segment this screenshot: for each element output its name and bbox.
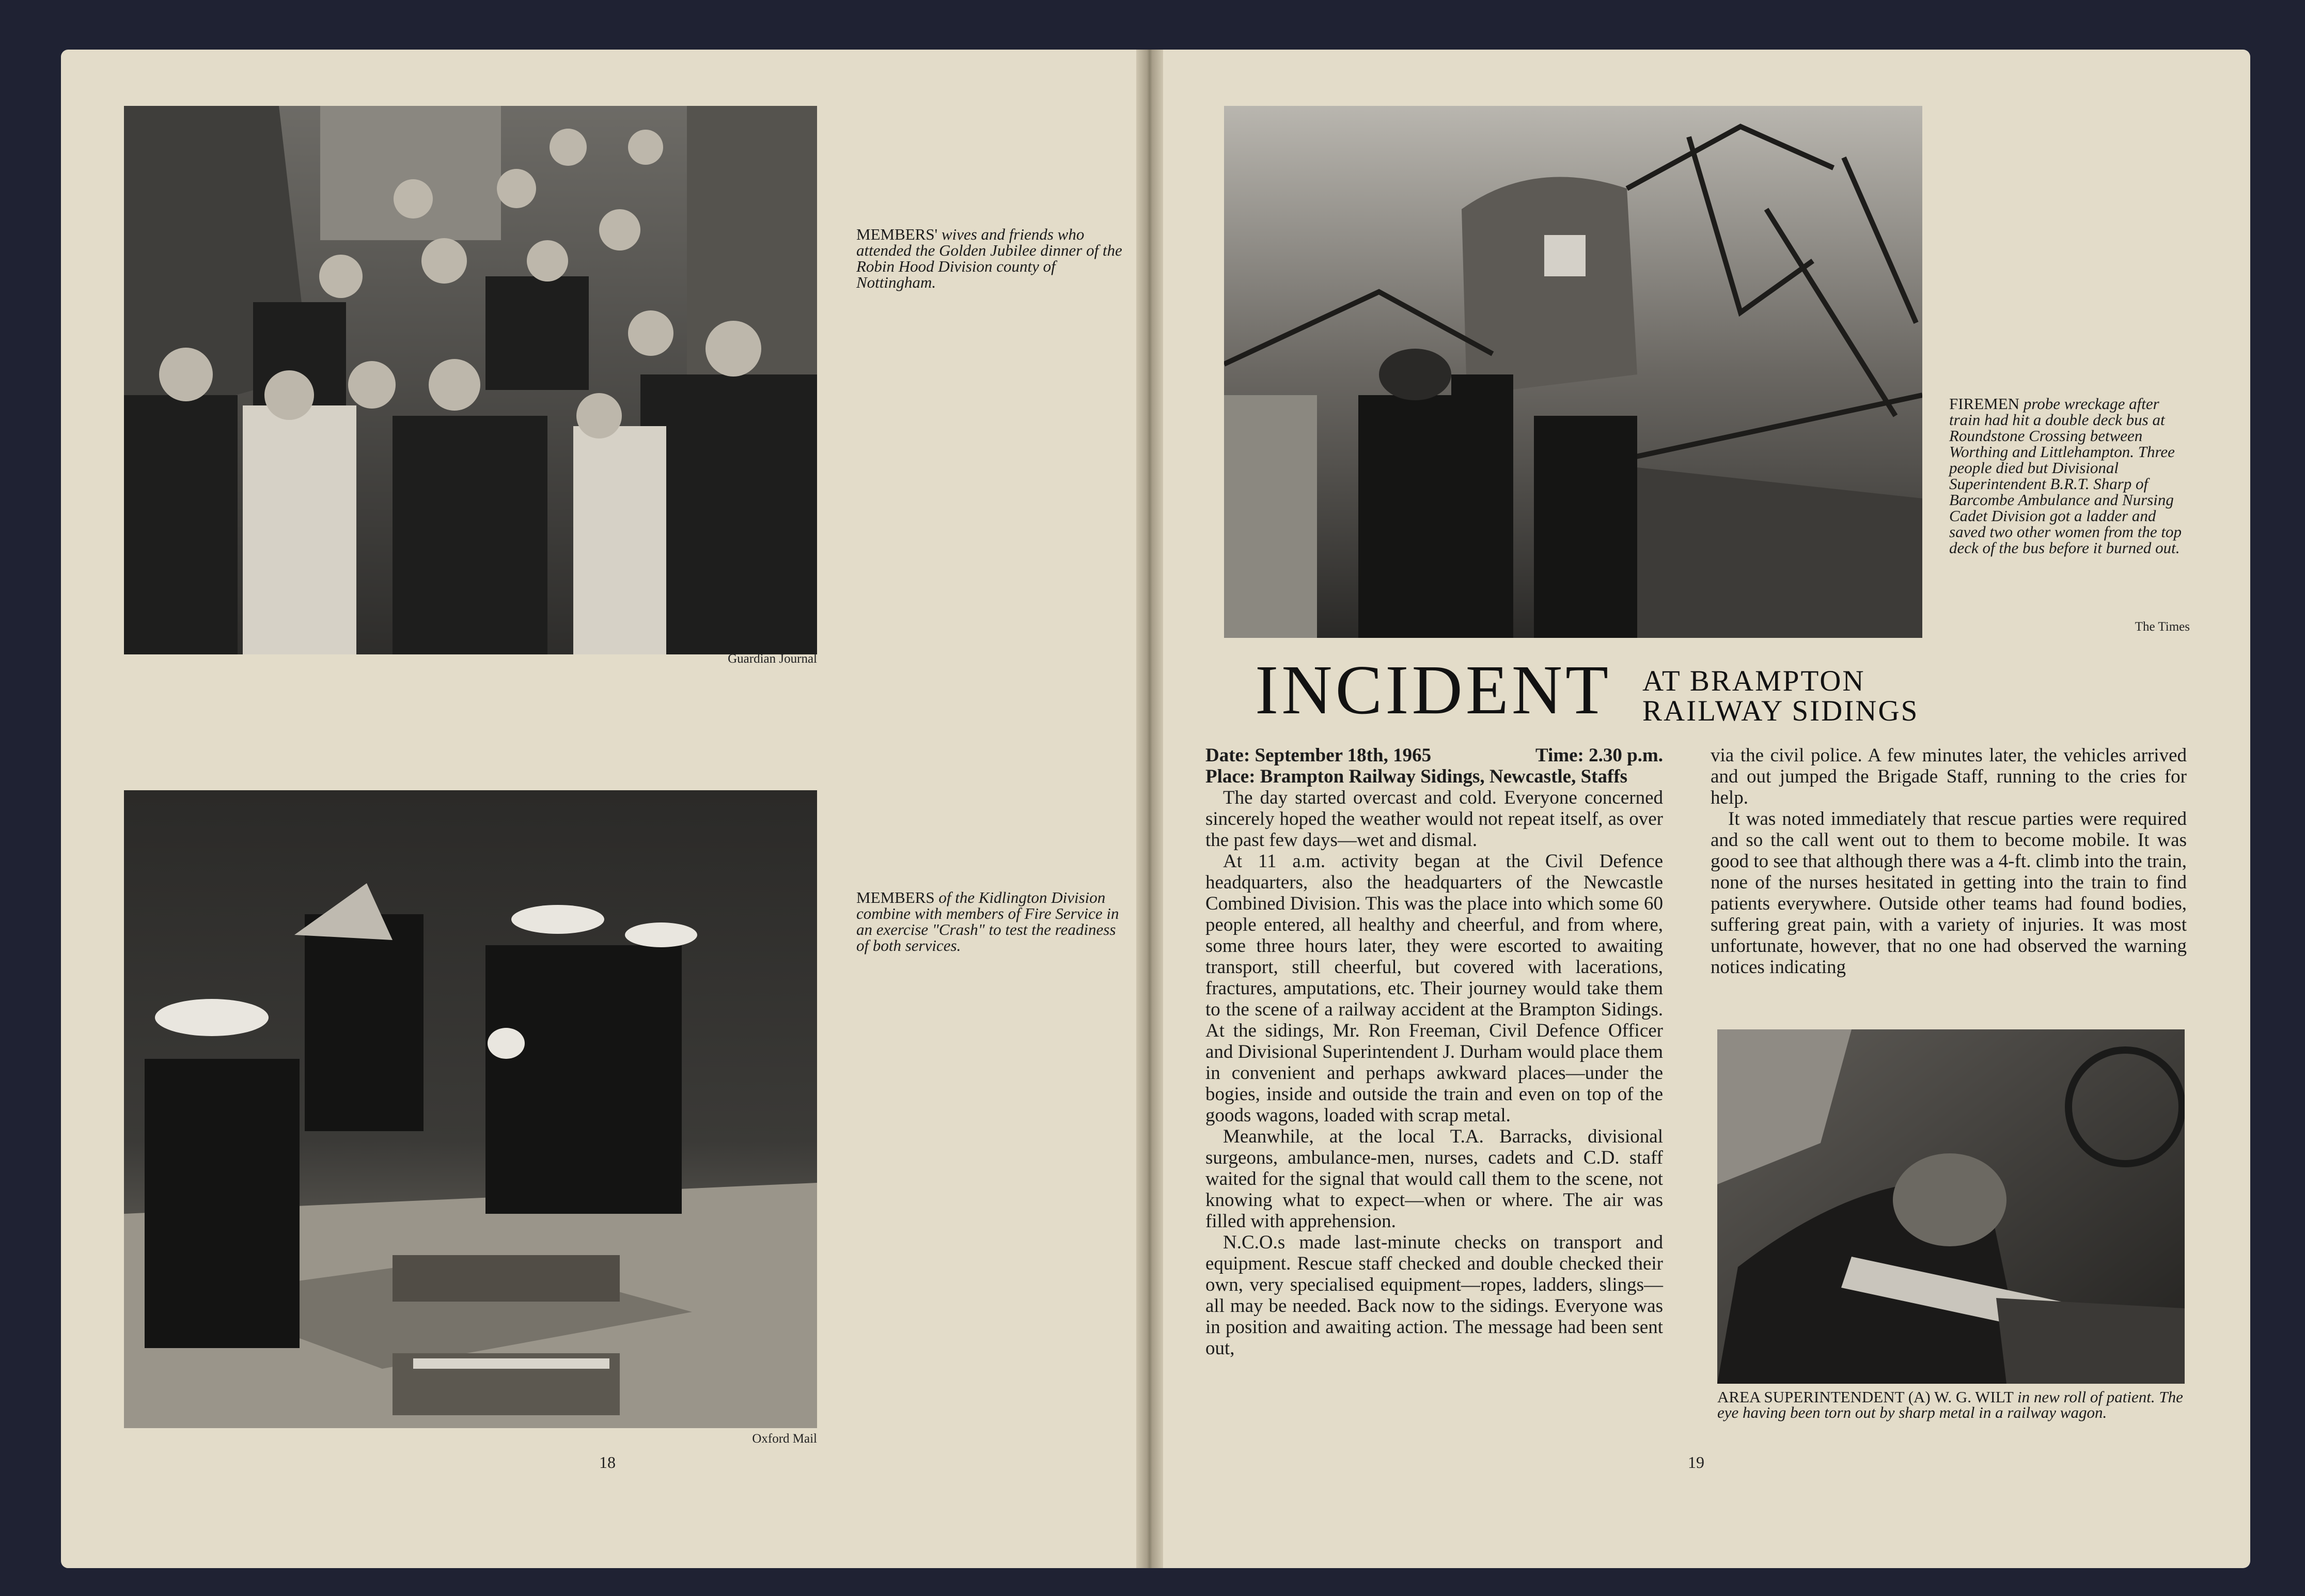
article-time: Time: 2.30 p.m.: [1535, 745, 1663, 766]
article-place: Place: Brampton Railway Sidings, Newcastle, Staffs: [1205, 766, 1628, 787]
headline-main: INCIDENT: [1255, 651, 1612, 729]
train-wreckage-caption: [1949, 396, 2192, 556]
patient-roll-photo: [1717, 1029, 2185, 1384]
article-paragraph: The day started overcast and cold. Everyone concerned sincerely hoped the weather would not repeat itself, as over the past few days—wet and dismal.: [1205, 787, 1663, 851]
caption-lead: AREA SUPERINTENDENT (A) W. G. WILT: [1717, 1388, 2014, 1406]
train-wreckage-photo: [1224, 106, 1922, 638]
caption-text: wives and friends who attended the Golden Jubilee dinner of the Robin Hood Division county of Nottingham.: [856, 225, 1122, 291]
caption-lead: MEMBERS: [856, 888, 935, 906]
caption-text: in new roll of patient. The eye having been torn out by sharp metal in a railway wagon.: [1717, 1388, 2183, 1421]
photo-credit: The Times: [2135, 620, 2190, 634]
headline-sub-line2: RAILWAY SIDINGS: [1642, 695, 1919, 727]
headline-sub-line1: AT BRAMPTON: [1642, 665, 1865, 697]
article-date-time: [1205, 745, 1663, 766]
article-paragraph: N.C.O.s made last-minute checks on transport and equipment. Rescue staff checked and double checked their own, very specialised equipment—ropes, ladders, slings—all may be needed. Back now to the sidings. Everyone was in position and awaiting action. The message had been sent out,: [1205, 1232, 1663, 1359]
article-paragraph: Meanwhile, at the local T.A. Barracks, divisional surgeons, ambulance-men, nurses, cadets and C.D. staff waited for the signal that would call them to the scene, not knowing what to expect—when or where. The air was filled with apprehension.: [1205, 1126, 1663, 1232]
page-number-left: 18: [599, 1453, 616, 1472]
article-date: Date: September 18th, 1965: [1205, 745, 1432, 766]
photo-credit: Guardian Journal: [728, 652, 817, 666]
caption-text: probe wreckage after train had hit a double deck bus at Roundstone Crossing between Worthing and Littlehampton. Three people died but Divisional Superintendent B.R.T. Sharp of Barcombe Ambulance and Nursing Cadet Division got a ladder and saved two other women from the top deck of the bus before it burned out.: [1949, 395, 2182, 557]
article-column-right: [1711, 745, 2187, 978]
article-column-left: [1205, 745, 1663, 1359]
jubilee-dinner-photo: [124, 106, 817, 654]
fire-service-exercise-photo: [124, 790, 817, 1428]
caption-text: of the Kidlington Division combine with members of Fire Service in an exercise "Crash" to test the readiness of both services.: [856, 888, 1119, 955]
patient-roll-caption: [1717, 1389, 2185, 1420]
page-gutter: [1136, 50, 1163, 1568]
article-paragraph: via the civil police. A few minutes later, the vehicles arrived and out jumped the Brigade Staff, running to the cries for help.: [1711, 745, 2187, 808]
caption-lead: MEMBERS': [856, 225, 938, 243]
jubilee-photo-caption: [856, 226, 1130, 290]
caption-lead: FIREMEN: [1949, 395, 2020, 413]
article-paragraph: At 11 a.m. activity began at the Civil Defence headquarters, also the headquarters of the Newcastle Combined Division. This was the place into which some 60 people entered, all healthy and cheerful, and from where, some three hours later, they were escorted to awaiting transport, still cheerful, but covered with lacerations, fractures, amputations, etc. Their journey would take them to the scene of a railway accident at the Brampton Sidings. At the sidings, Mr. Ron Freeman, Civil Defence Officer and Divisional Superintendent J. Durham would place them in convenient and perhaps awkward places—under the bogies, inside and outside the train and even on top of the goods wagons, loaded with scrap metal.: [1205, 851, 1663, 1126]
page-number-right: 19: [1688, 1453, 1704, 1472]
exercise-photo-caption: [856, 889, 1130, 953]
article-paragraph: It was noted immediately that rescue parties were required and so the call went out to them to become mobile. It was good to see that although there was a 4-ft. climb into the train, none of the nurses hesitated in getting into the train to find patients everywhere. Outside other teams had found bodies, suffering great pain, with a variety of injuries. It was most unfortunate, however, that no one had observed the warning notices indicating: [1711, 808, 2187, 978]
photo-credit: Oxford Mail: [752, 1432, 817, 1446]
